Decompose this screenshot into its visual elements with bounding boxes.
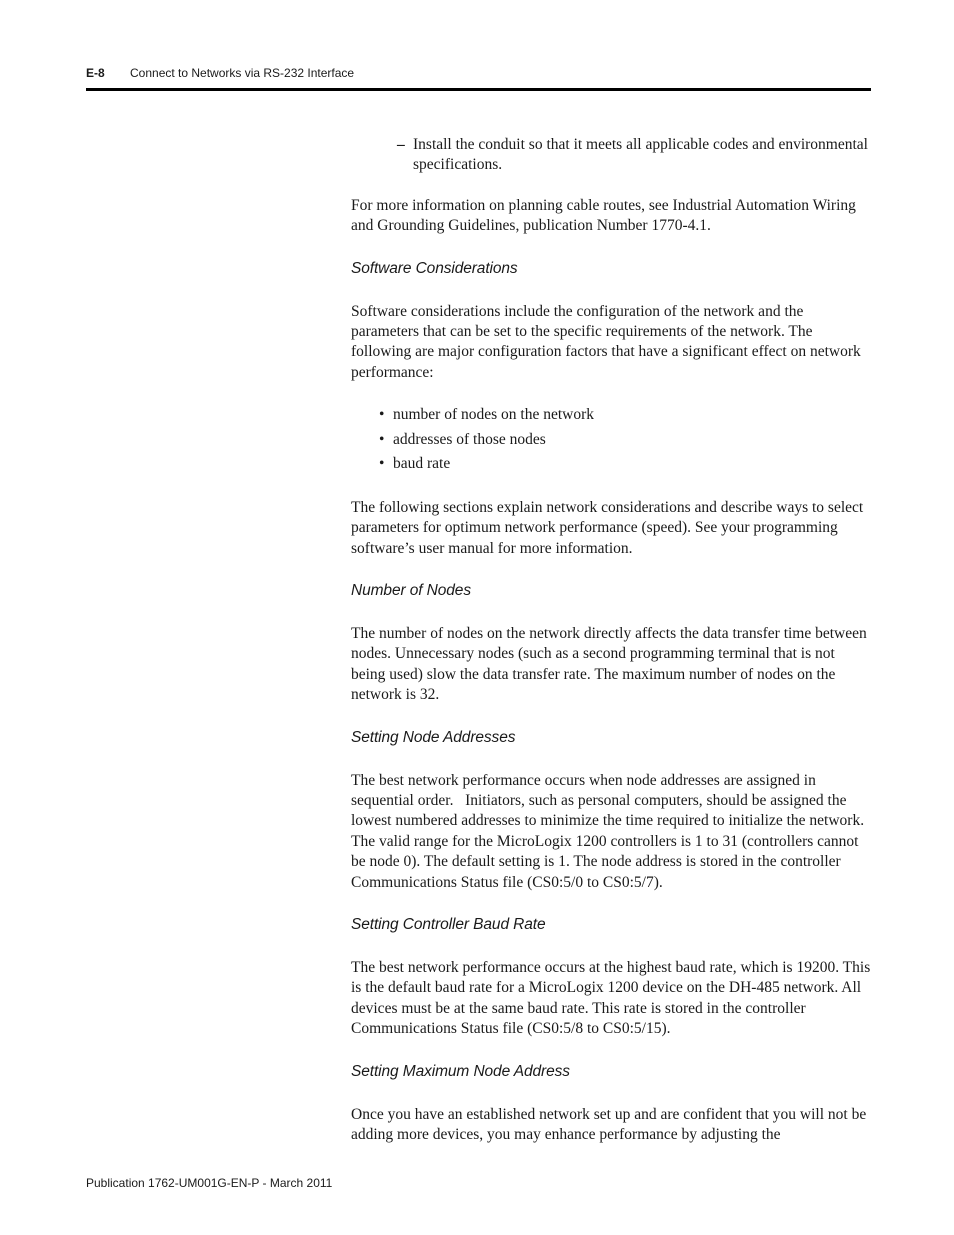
chapter-title: Connect to Networks via RS-232 Interface bbox=[130, 66, 355, 80]
bullet-marker: • bbox=[379, 430, 385, 448]
header-divider bbox=[86, 88, 871, 91]
heading-baud-rate: Setting Controller Baud Rate bbox=[351, 916, 546, 934]
list-item bbox=[379, 403, 871, 428]
page-header bbox=[86, 66, 871, 80]
page-number: E-8 bbox=[86, 66, 105, 80]
heading-max-node-address: Setting Maximum Node Address bbox=[351, 1062, 570, 1080]
paragraph-node-addresses: The best network performance occurs when node addresses are assigned in sequential order. Initiators, such as personal computers, should be assigned the lowest numbered addresses to minimize the time required to initialize the network. The valid range for the MicroLogix 1200 controllers is 1 to 31 (controllers cannot be node 0). The default setting is 1. The node address is stored in the controller Communications Status file (CS0:5/0 to CS0:5/7). bbox=[351, 771, 868, 891]
paragraph-baud-rate: The best network performance occurs at the highest baud rate, which is 19200. This is the default baud rate for a MicroLogix 1200 device on the DH-485 network. All devices must be at the same baud rate. This rate is stored in the controller Communications Status file (CS0:5/8 to CS0:5/15). bbox=[351, 959, 871, 1038]
paragraph-max-node-address: Once you have an established network set up and are confident that you will not be adding more devices, you may enhance performance by adjusting the bbox=[351, 1105, 867, 1144]
list-item-text: baud rate bbox=[393, 455, 451, 473]
list-item-text: addresses of those nodes bbox=[393, 430, 546, 448]
heading-number-of-nodes: Number of Nodes bbox=[351, 581, 471, 599]
dash-list-item bbox=[351, 135, 871, 176]
paragraph-cable-routes: For more information on planning cable routes, see Industrial Automation Wiring and Grounding Guidelines, publication Number 1770-4.1. bbox=[351, 196, 856, 235]
main-content bbox=[351, 135, 871, 1167]
page-footer: Publication 1762-UM001G-EN-P - March 2011 bbox=[86, 1176, 333, 1190]
paragraph-following-sections: The following sections explain network considerations and describe ways to select parameters for optimum network performance (speed). See your programming software’s user manual for more information. bbox=[351, 498, 864, 557]
list-item-text: number of nodes on the network bbox=[393, 406, 595, 424]
dash-item-text: Install the conduit so that it meets all applicable codes and environmental specifications. bbox=[413, 136, 868, 174]
bullet-marker: • bbox=[379, 406, 385, 424]
paragraph-number-of-nodes: The number of nodes on the network directly affects the data transfer time between nodes. Unnecessary nodes (such as a second programming terminal that is not being used) slow the data transfer rate. The maximum number of nodes on the network is 32. bbox=[351, 624, 867, 704]
paragraph-software: Software considerations include the configuration of the network and the parameters that can be set to the specific requirements of the network. The following are major configuration factors that have a significant effect on network performance: bbox=[351, 302, 861, 381]
heading-node-addresses: Setting Node Addresses bbox=[351, 728, 516, 746]
list-item bbox=[379, 452, 871, 477]
list-item bbox=[379, 428, 871, 453]
heading-software-considerations: Software Considerations bbox=[351, 259, 518, 277]
dash-marker: – bbox=[397, 136, 405, 153]
bullet-marker: • bbox=[379, 455, 385, 473]
bullet-list bbox=[351, 403, 871, 477]
